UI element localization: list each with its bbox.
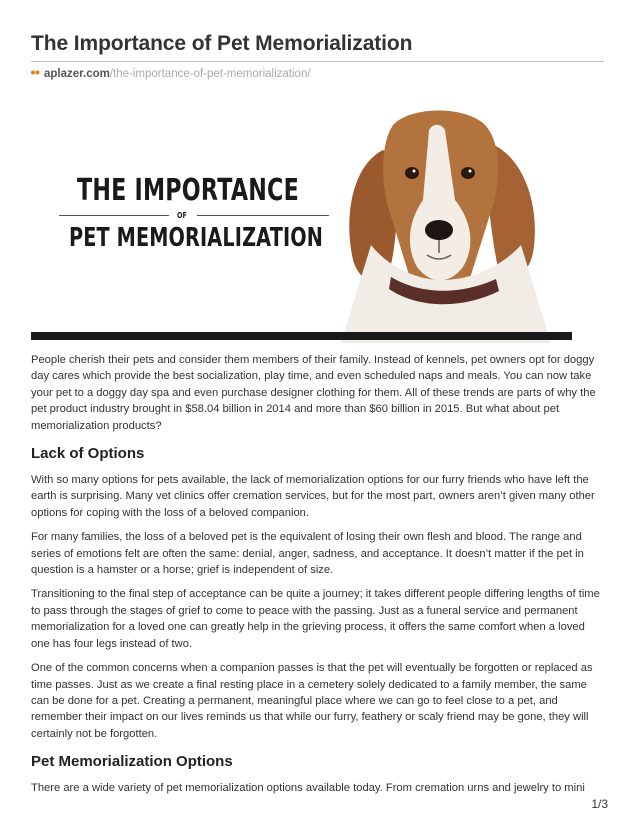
title-divider bbox=[31, 61, 604, 62]
body-paragraph: Transitioning to the final step of acceptance can be quite a journey; it takes different people differing lengths of time to pass through the stages of grief to come to peace with the passing. Just as a funeral service and permanent memorialization for a loved one can greatly help in the grieving process, it offers the same comfort when a loved one has four legs instead of two. bbox=[31, 588, 600, 650]
source-line bbox=[31, 68, 311, 80]
body-paragraph: One of the common concerns when a companion passes is that the pet will eventually be forgotten or replaced as time passes. Just as we create a final resting place in a cemetery solely dedicated to a family member, the same can be done for a pet. Creating a permanent, meaningful place where we can go to feel close to a pet, and remember their impact on our lives reminds us that while our furry, feathery or scaly friend may be gone, they will certainly not be forgotten. bbox=[31, 662, 593, 740]
section-heading-memorialization-options: Pet Memorialization Options bbox=[31, 753, 233, 771]
body-paragraph: For many families, the loss of a beloved pet is the equivalent of losing their own flesh and blood. The range and series of emotions felt are often the same: denial, anger, sadness, and acceptance. It doesn’t matter if the pet in question is a hamster or a horse; grief is independent of size. bbox=[31, 531, 584, 577]
source-domain-link[interactable]: aplazer.com bbox=[44, 68, 110, 80]
article-body bbox=[31, 352, 606, 805]
hero-image bbox=[31, 95, 572, 343]
intro-paragraph: People cherish their pets and consider them members of their family. Instead of kennels, pet owners opt for doggy day cares which provide the best socialization, play time, and even scheduled naps and meals. You can now take your pet to a doggy day spa and even purchase designer clothing for them. All of these trends are parts of why the pet product industry brought in $58.04 billion in 2014 and more than $60 billion in 2015. But what about pet memorialization products? bbox=[31, 354, 596, 432]
source-path: /the-importance-of-pet-memorialization/ bbox=[109, 68, 311, 80]
page-number: 1/3 bbox=[591, 797, 608, 811]
beagle-illustration bbox=[31, 95, 572, 343]
hero-title-of: OF bbox=[177, 211, 187, 220]
body-paragraph: There are a wide variety of pet memorialization options available today. From cremation urns and jewelry to mini bbox=[31, 782, 585, 795]
slideshare-logo-icon bbox=[31, 70, 40, 76]
page-title: The Importance of Pet Memorialization bbox=[31, 32, 413, 55]
hero-title-line2: PET MEMORIALIZATION bbox=[69, 223, 324, 253]
section-heading-lack-of-options: Lack of Options bbox=[31, 445, 145, 463]
hero-rule-right bbox=[197, 215, 329, 216]
hero-rule-left bbox=[59, 215, 169, 216]
body-paragraph: With so many options for pets available, the lack of memorialization options for our furry friends who have left the earth is surprising. Many vet clinics offer cremation services, but for the most part, owners aren’t given many other options for coping with the loss of a beloved companion. bbox=[31, 474, 595, 519]
hero-title-line1: THE IMPORTANCE bbox=[77, 173, 299, 208]
